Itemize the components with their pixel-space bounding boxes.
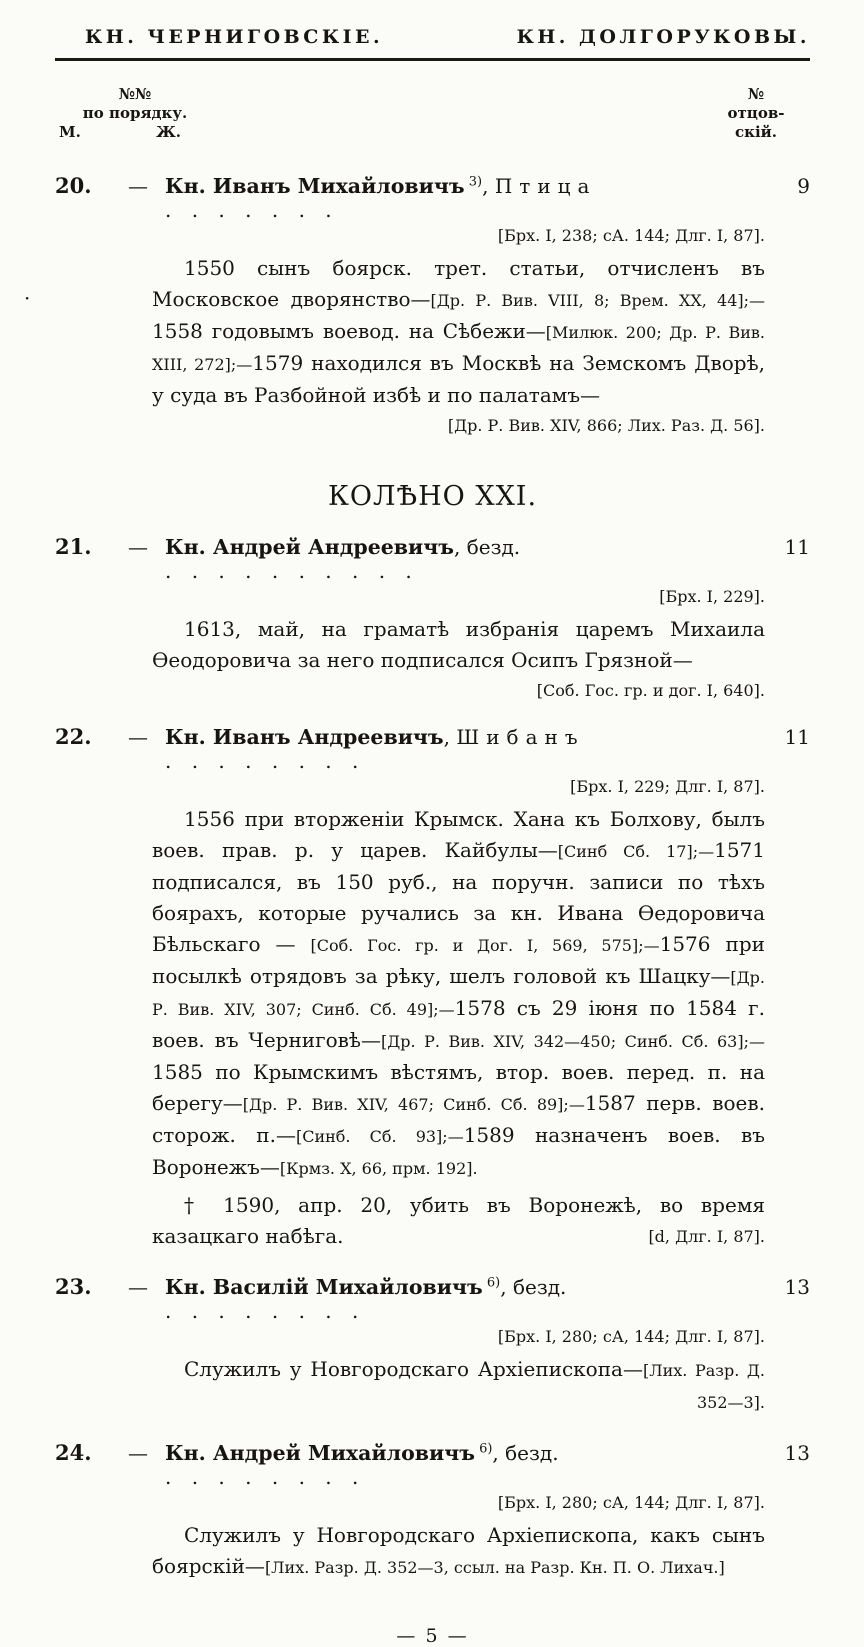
entry-number: 21.	[55, 534, 92, 559]
entry-epithet-separator: ,	[492, 1441, 506, 1465]
entry-title	[165, 174, 762, 222]
body-reference-line	[152, 415, 765, 437]
order-col-label: по порядку.	[82, 104, 188, 122]
dot-leader: . . . . . . . .	[165, 1465, 366, 1489]
entry-title	[165, 725, 762, 773]
father-col-line2: отцов-	[727, 104, 785, 122]
body-text: 1587 перв. воев. сторож. п.—	[152, 1091, 766, 1147]
entry-dash: —	[128, 725, 148, 749]
body-reference-line	[152, 680, 765, 702]
entry-head	[55, 1440, 810, 1489]
entry-name: Кн. Иванъ Михайловичъ	[165, 174, 465, 198]
entry-reference: [Брх. I, 229].	[659, 587, 765, 606]
entry-body-paragraph	[152, 1354, 765, 1418]
entry-name: Кн. Василій Михайловичъ	[165, 1275, 483, 1299]
body-text: 1579 находился въ Москвѣ на Земскомъ Дворѣ, у суда въ Разбойной избѣ и по палатамъ—	[152, 351, 765, 407]
dot-leader: . . . . . . . .	[165, 749, 366, 773]
running-head-right: КН. ДОЛГОРУКОВЫ.	[516, 26, 810, 48]
source-reference: [Др. Р. Вив. XIV, 342—450; Синб. Сб. 63];—	[380, 1032, 765, 1051]
entry-reference: [Брх. I, 229; Длг. I, 87].	[570, 777, 765, 796]
entry-head	[55, 173, 810, 222]
entry	[55, 1440, 810, 1583]
body-text: 1558 годовымъ воевод. на Сѣбежи—	[152, 319, 546, 343]
body-text: 1576 при посылкѣ отрядовъ за рѣку, шелъ головой къ Шацку—	[152, 932, 765, 988]
dot-leader: . . . . . . .	[165, 198, 339, 222]
entry-superscript: 6)	[474, 1441, 493, 1457]
entries-before-heading	[55, 173, 810, 437]
father-col-line3: скій.	[734, 123, 777, 141]
source-reference: [Крмз. X, 66, прм. 192].	[279, 1159, 478, 1178]
entry-epithet: безд.	[466, 535, 521, 559]
order-col-nn: №№	[118, 85, 152, 103]
entry-dash: —	[128, 1441, 148, 1465]
entry	[55, 173, 810, 437]
source-reference: [Др. Р. Вив. VIII, 8; Врем. XX, 44];—	[430, 291, 766, 310]
father-number: 13	[784, 1275, 810, 1299]
body-text: 1571 подписался, въ 150 руб., на поручн. записи по тѣхъ боярахъ, которые ручались за кн. Ивана Ѳедоровича Бѣльскаго —	[152, 838, 765, 956]
source-reference: [Синб. Сб. 93];—	[295, 1127, 464, 1146]
entry-title	[165, 535, 762, 583]
source-reference: [Соб. Гос. гр. и Дог. I, 569, 575];—	[310, 936, 660, 955]
inline-reference: [d, Длг. I, 87].	[648, 1227, 765, 1246]
father-number: 13	[784, 1441, 810, 1465]
entry-name: Кн. Андрей Андреевичъ	[165, 535, 454, 559]
entries-after-heading	[55, 534, 810, 1583]
father-col-n: №	[747, 85, 765, 103]
entry-dash: —	[128, 535, 148, 559]
order-col-header	[55, 85, 215, 142]
entry-body-paragraph	[152, 1520, 765, 1583]
margin-speck: ·	[24, 286, 31, 310]
entry-dash: —	[128, 1275, 148, 1299]
entry-body-paragraph	[152, 804, 765, 1184]
body-text: 1585 по Крымскимъ вѣстямъ, втор. воев. перед. п. на берегу—	[152, 1060, 765, 1115]
entry-reference: [Брх. I, 280; сА, 144; Длг. I, 87].	[497, 1327, 765, 1346]
father-number: 11	[784, 535, 810, 559]
dot-leader: . . . . . . . .	[165, 1299, 366, 1323]
body-text: 1578 съ 29 іюня по 1584 г. воев. въ Черниговѣ—	[152, 996, 766, 1052]
entry-dash: —	[128, 174, 148, 198]
column-headers	[55, 85, 810, 151]
entry-reference: [Брх. I, 280; сА, 144; Длг. I, 87].	[497, 1493, 765, 1512]
entry-title	[165, 1441, 762, 1489]
entry-epithet: Птица	[494, 174, 597, 198]
order-col-female: Ж.	[156, 123, 181, 141]
source-reference: [Милюк. 200; Др. Р. Вив. XIII, 272];—	[152, 323, 765, 374]
entry-reference: [Брх. I, 238; сА. 144; Длг. I, 87].	[497, 226, 765, 245]
body-text: 1550 сынъ боярск. трет. статьи, отчисленъ въ Московское дворянство—	[152, 256, 765, 311]
entry-superscript: 6)	[482, 1275, 501, 1291]
entry-epithet: безд.	[505, 1441, 559, 1465]
entry-head	[55, 1274, 810, 1323]
entry-body-paragraph	[152, 253, 765, 411]
body-text: Служилъ у Новгородскаго Архіепископа—	[184, 1357, 643, 1381]
entry-superscript: 3)	[464, 174, 483, 190]
order-col-male: М.	[59, 123, 81, 141]
page-number: — 5 —	[396, 1625, 469, 1647]
entry-head	[55, 724, 810, 773]
entry-body-paragraph	[152, 614, 765, 676]
head-rule	[55, 58, 810, 61]
entry	[55, 534, 810, 702]
entry-number: 20.	[55, 173, 92, 198]
body-text: [Др. Р. Вив. XIV, 866; Лих. Раз. Д. 56].	[447, 416, 765, 435]
entry-body-paragraph	[152, 1190, 765, 1252]
entry-name: Кн. Иванъ Андреевичъ	[165, 725, 444, 749]
entry-epithet-separator: ,	[482, 174, 495, 198]
body-text: 1613, май, на граматѣ избранія царемъ Михаила Ѳеодоровича за него подписался Осипъ Грязной—	[152, 617, 765, 672]
running-head	[55, 26, 810, 48]
entry-epithet-separator: ,	[443, 725, 457, 749]
entry-epithet-separator: ,	[453, 535, 467, 559]
body-text: † 1590, апр. 20, убить въ Воронежѣ, во время казацкаго набѣга.	[152, 1193, 765, 1248]
body-text: 1556 при вторженіи Крымск. Хана къ Болхову, былъ воев. прав. р. у царев. Кайбулы—	[152, 807, 765, 862]
entry-epithet: Шибанъ	[456, 725, 585, 749]
entry-title	[165, 1275, 762, 1323]
body-text: Служилъ у Новгородскаго Архіепископа, какъ сынъ боярскій—	[152, 1523, 765, 1578]
source-reference: [Др. Р. Вив. XIV, 467; Синб. Сб. 89];—	[242, 1095, 585, 1114]
entry-number: 23.	[55, 1274, 92, 1299]
source-reference: [Др. Р. Вив. XIV, 307; Синб. Сб. 49];—	[152, 968, 765, 1019]
entry-name: Кн. Андрей Михайловичъ	[165, 1441, 475, 1465]
entry-head	[55, 534, 810, 583]
entry	[55, 724, 810, 1252]
father-col-header	[702, 85, 810, 142]
entry-epithet: безд.	[512, 1275, 567, 1299]
entry	[55, 1274, 810, 1418]
source-reference: [Лих. Разр. Д. 352—3].	[642, 1361, 765, 1412]
entry-epithet-separator: ,	[500, 1275, 513, 1299]
entry-number: 24.	[55, 1440, 92, 1465]
running-head-left: КН. ЧЕРНИГОВСКІЕ.	[85, 26, 384, 48]
father-number: 11	[784, 725, 810, 749]
source-reference: [Синб Сб. 17];—	[557, 842, 715, 861]
source-reference: [Лих. Разр. Д. 352—3, ссыл. на Разр. Кн. П. О. Лихач.]	[264, 1558, 725, 1577]
father-number: 9	[797, 174, 810, 198]
dot-leader: . . . . . . . . . .	[165, 559, 419, 583]
body-text: 1589 назначенъ воев. въ Воронежъ—	[152, 1123, 765, 1179]
body-text: [Соб. Гос. гр. и дог. I, 640].	[536, 681, 765, 700]
entry-number: 22.	[55, 724, 92, 749]
generation-heading: КОЛѢНО XXI.	[327, 481, 538, 512]
